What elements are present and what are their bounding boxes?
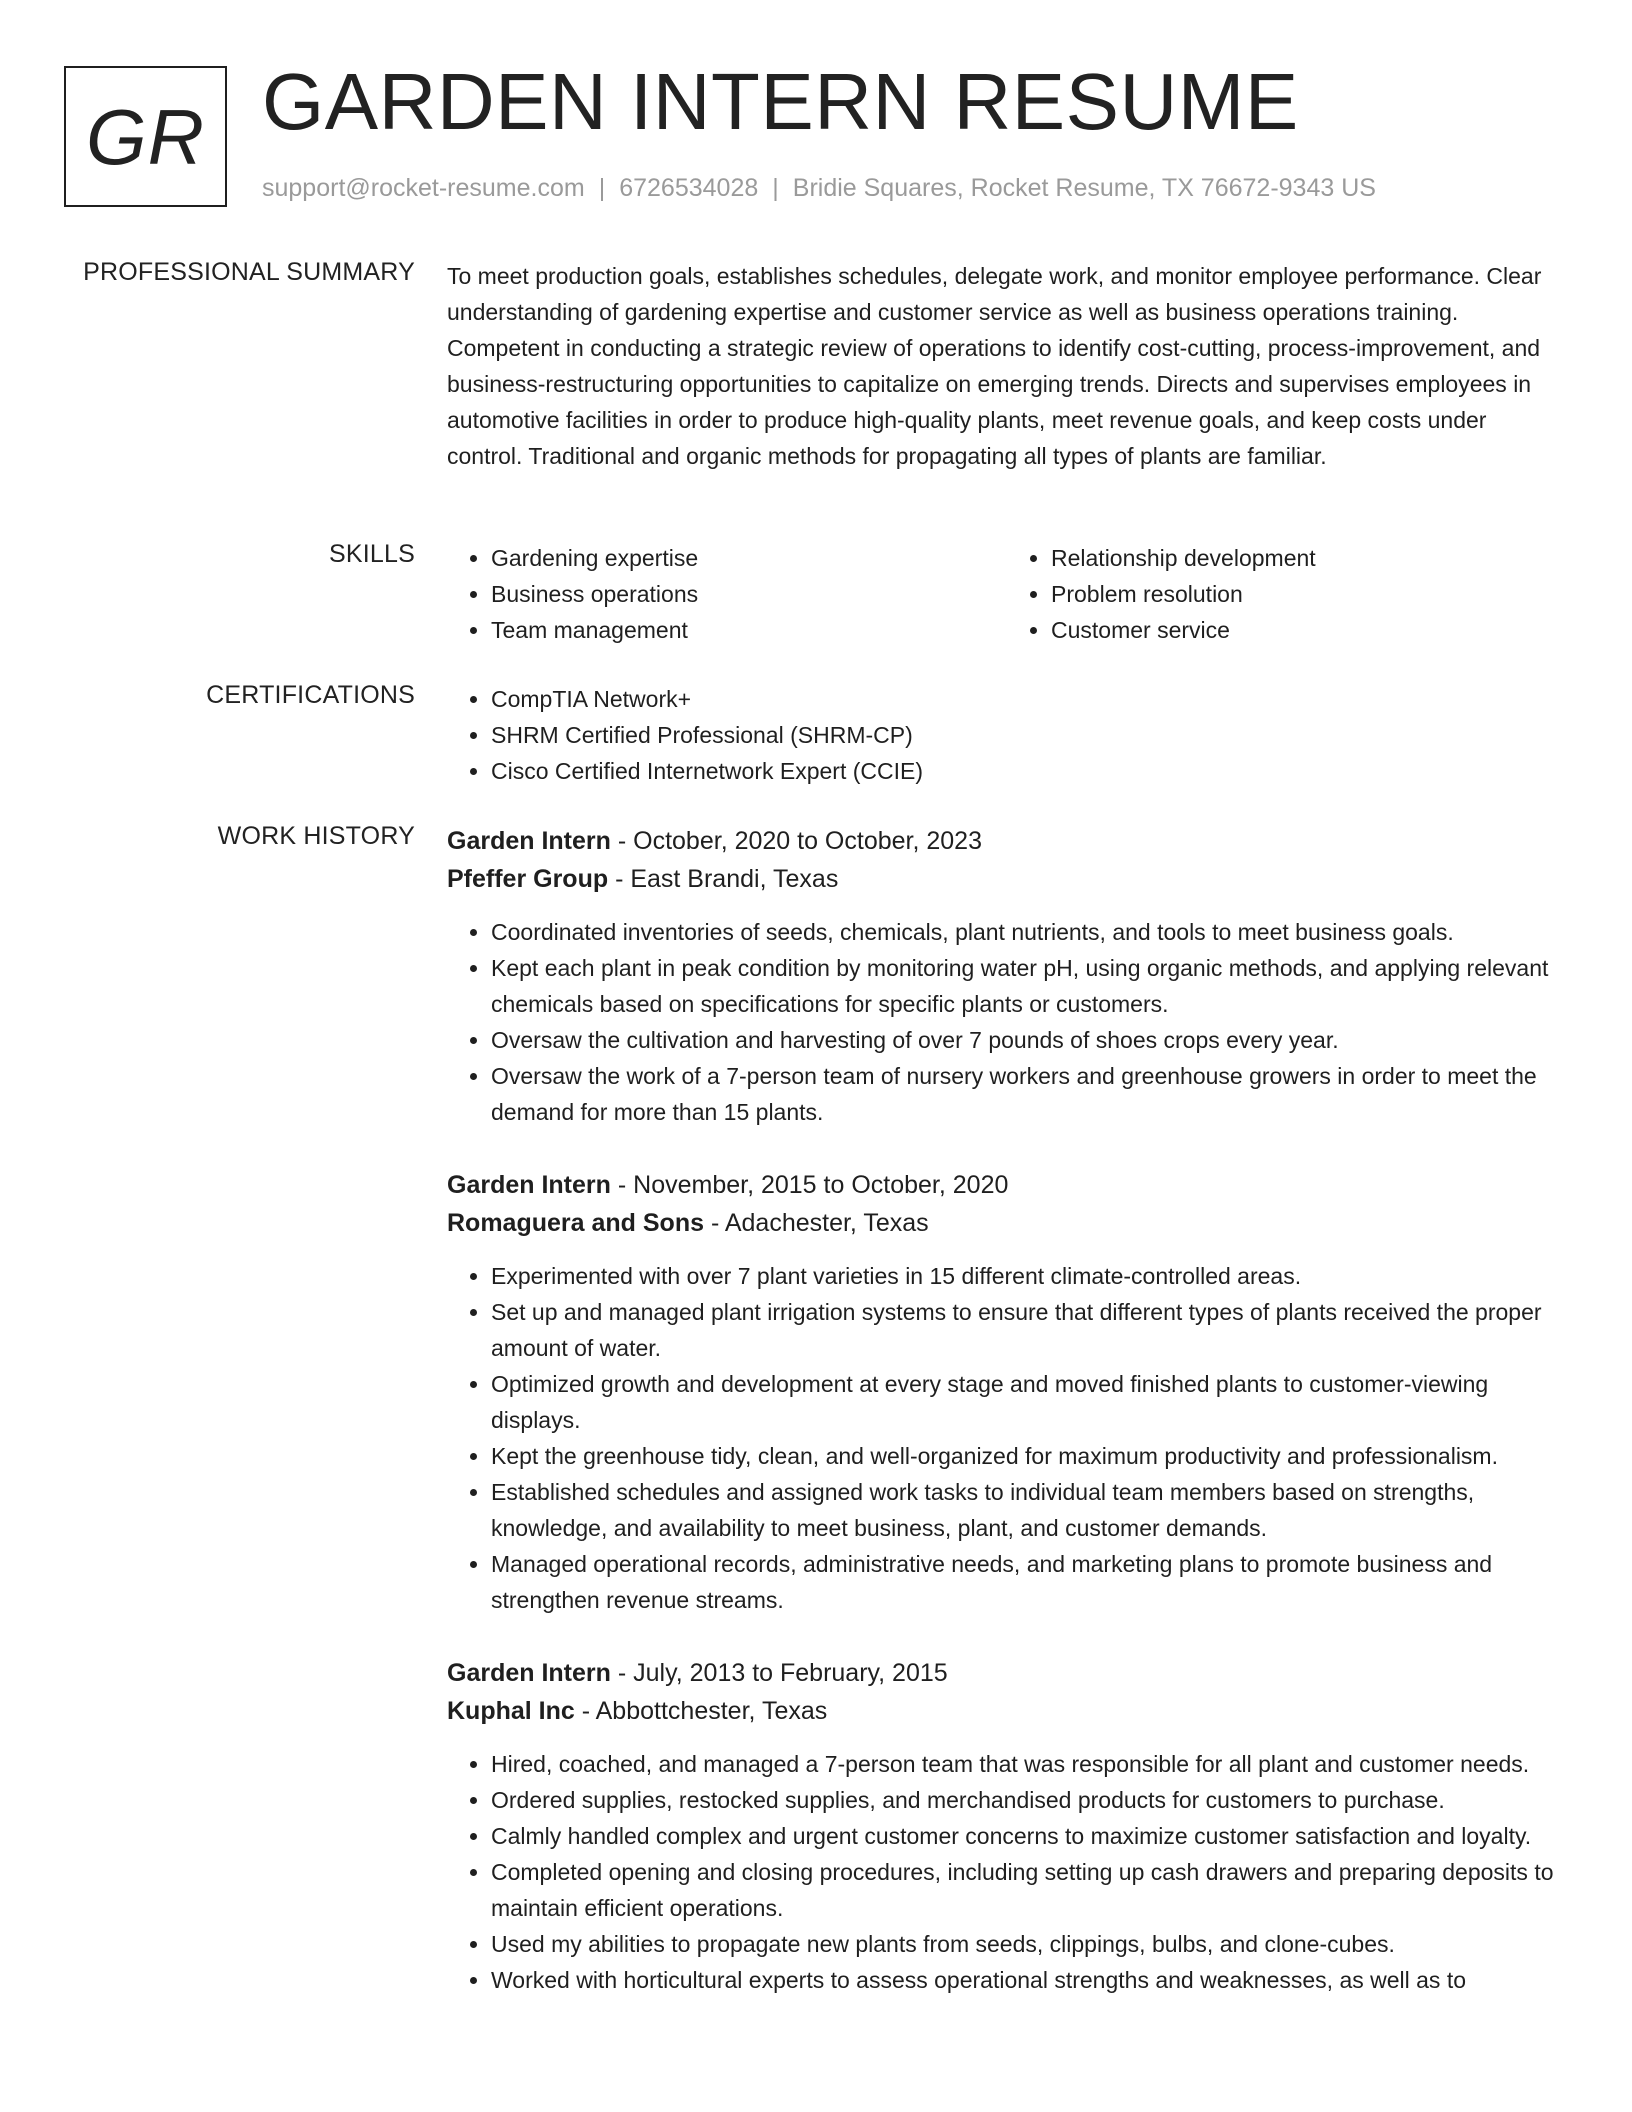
monogram-initials: GR [86, 92, 205, 181]
certifications-label: CERTIFICATIONS [206, 681, 415, 709]
job-company-line [447, 860, 1567, 898]
summary-body [447, 258, 1567, 474]
certification-item: • CompTIA Network+ [491, 681, 1567, 717]
job-bullet: • Completed opening and closing procedures, including setting up cash drawers and preparing deposits to maintain efficient operations. [491, 1854, 1567, 1926]
job-bullet: • Established schedules and assigned work tasks to individual team members based on strengths, knowledge, and availability to meet business, plant, and customer demands. [491, 1474, 1567, 1546]
job-dates: - October, 2020 to October, 2023 [610, 827, 982, 855]
skill-item: • Team management [491, 612, 1007, 648]
job-bullet: • Experimented with over 7 plant varieties in 15 different climate-controlled areas. [491, 1258, 1567, 1294]
monogram-box [64, 66, 227, 207]
summary-text: To meet production goals, establishes schedules, delegate work, and monitor employee performance. Clear understanding of gardening expertise and customer service as well as business operations training. Competent in conducting a strategic review of operations to identify cost-cutting, process-improvement, and business-restructuring opportunities to capitalize on emerging trends. Directs and supervises employees in automotive facilities in order to produce high-quality plants, meet revenue goals, and keep costs under control. Traditional and organic methods for propagating all types of plants are familiar. [447, 263, 1542, 469]
skills-column-2 [1007, 540, 1567, 648]
skill-item: • Problem resolution [1051, 576, 1567, 612]
contact-address: Bridie Squares, Rocket Resume, TX 76672-9343 US [792, 174, 1376, 202]
job-bullets [447, 1746, 1567, 1998]
job-bullet: • Hired, coached, and managed a 7-person team that was responsible for all plant and customer needs. [491, 1746, 1567, 1782]
job-title-line [447, 1166, 1567, 1204]
job-company: Kuphal Inc [447, 1697, 575, 1725]
job-dates: - November, 2015 to October, 2020 [610, 1171, 1009, 1199]
contact-line [262, 174, 1376, 203]
skill-item: • Gardening expertise [491, 540, 1007, 576]
contact-phone: 6726534028 [619, 174, 759, 202]
job-bullet: • Set up and managed plant irrigation systems to ensure that different types of plants received the proper amount of water. [491, 1294, 1567, 1366]
certifications-body [447, 681, 1567, 789]
job-bullet: • Kept each plant in peak condition by monitoring water pH, using organic methods, and applying relevant chemicals based on specifications for specific plants or customers. [491, 950, 1567, 1022]
work-history-body [447, 822, 1567, 1998]
job-bullet: • Oversaw the work of a 7-person team of nursery workers and greenhouse growers in order to meet the demand for more than 15 plants. [491, 1058, 1567, 1130]
job-bullet: • Used my abilities to propagate new plants from seeds, clippings, bulbs, and clone-cubes. [491, 1926, 1567, 1962]
job-location: - East Brandi, Texas [608, 865, 839, 893]
skills-label: SKILLS [329, 540, 415, 568]
job-company-line [447, 1204, 1567, 1242]
skills-column-1 [447, 540, 1007, 648]
skills-body [447, 540, 1567, 648]
job-dates: - July, 2013 to February, 2015 [610, 1659, 948, 1687]
job-bullet: • Oversaw the cultivation and harvesting of over 7 pounds of shoes crops every year. [491, 1022, 1567, 1058]
job-company: Pfeffer Group [447, 865, 609, 893]
certification-item: • SHRM Certified Professional (SHRM-CP) [491, 717, 1567, 753]
job-company: Romaguera and Sons [447, 1209, 704, 1237]
job-bullet: • Optimized growth and development at every stage and moved finished plants to customer-viewing displays. [491, 1366, 1567, 1438]
job-location: - Abbottchester, Texas [574, 1697, 828, 1725]
job-bullets [447, 914, 1567, 1130]
work-history-label: WORK HISTORY [217, 822, 415, 850]
certification-item: • Cisco Certified Internetwork Expert (CCIE) [491, 753, 1567, 789]
job-location: - Adachester, Texas [704, 1209, 929, 1237]
job-bullet: • Kept the greenhouse tidy, clean, and well-organized for maximum productivity and professionalism. [491, 1438, 1567, 1474]
job-bullet: • Worked with horticultural experts to assess operational strengths and weaknesses, as well as to [491, 1962, 1567, 1998]
job-company-line [447, 1692, 1567, 1730]
job-bullet: • Ordered supplies, restocked supplies, and merchandised products for customers to purchase. [491, 1782, 1567, 1818]
summary-label: PROFESSIONAL SUMMARY [83, 258, 415, 286]
contact-separator: | [772, 174, 779, 202]
job-entry [447, 1166, 1567, 1618]
certifications-list [447, 681, 1567, 789]
job-bullet: • Managed operational records, administrative needs, and marketing plans to promote business and strengthen revenue streams. [491, 1546, 1567, 1618]
skill-item: • Relationship development [1051, 540, 1567, 576]
job-bullet: • Coordinated inventories of seeds, chemicals, plant nutrients, and tools to meet business goals. [491, 914, 1567, 950]
job-title-line [447, 822, 1567, 860]
job-bullet: • Calmly handled complex and urgent customer concerns to maximize customer satisfaction and loyalty. [491, 1818, 1567, 1854]
skill-item: • Business operations [491, 576, 1007, 612]
contact-email: support@rocket-resume.com [262, 174, 585, 202]
job-entry [447, 822, 1567, 1130]
job-entry [447, 1654, 1567, 1998]
job-title: Garden Intern [447, 1659, 611, 1687]
resume-title: GARDEN INTERN RESUME [262, 57, 1299, 146]
job-title: Garden Intern [447, 1171, 611, 1199]
job-bullets [447, 1258, 1567, 1618]
skill-item: • Customer service [1051, 612, 1567, 648]
contact-separator: | [598, 174, 606, 202]
job-title-line [447, 1654, 1567, 1692]
job-title: Garden Intern [447, 827, 611, 855]
